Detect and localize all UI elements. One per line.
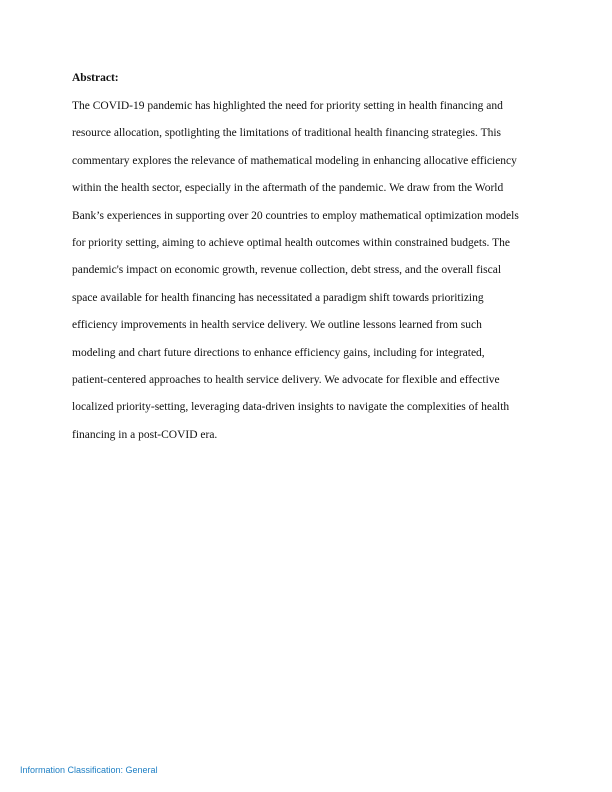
abstract-heading: Abstract: bbox=[72, 72, 119, 84]
abstract-line: localized priority-setting, leveraging data-driven insights to navigate the complexities of health bbox=[72, 401, 510, 414]
abstract-line: Bank’s experiences in supporting over 20 countries to employ mathematical optimization models bbox=[72, 209, 519, 222]
abstract-line: resource allocation, spotlighting the limitations of traditional health financing strategies. This bbox=[72, 127, 502, 140]
abstract-line: space available for health financing has necessitated a paradigm shift towards prioritizing bbox=[72, 291, 484, 304]
abstract-line: The COVID-19 pandemic has highlighted the need for priority setting in health financing and bbox=[72, 100, 503, 112]
abstract-line: efficiency improvements in health service delivery. We outline lessons learned from such bbox=[72, 319, 482, 332]
abstract-line: patient-centered approaches to health service delivery. We advocate for flexible and effective bbox=[72, 373, 500, 386]
abstract-line: for priority setting, aiming to achieve optimal health outcomes within constrained budgets. The bbox=[72, 236, 510, 249]
abstract-line: pandemic's impact on economic growth, revenue collection, debt stress, and the overall fiscal bbox=[72, 264, 502, 277]
abstract-line: financing in a post-COVID era. bbox=[72, 428, 218, 441]
abstract-line: within the health sector, especially in the aftermath of the pandemic. We draw from the World bbox=[72, 182, 504, 195]
information-classification-footer: Information Classification: General bbox=[20, 765, 158, 775]
abstract-line: commentary explores the relevance of mathematical modeling in enhancing allocative efficiency bbox=[72, 154, 517, 167]
abstract-body bbox=[72, 98, 552, 454]
abstract-line: modeling and chart future directions to enhance efficiency gains, including for integrated, bbox=[72, 346, 485, 359]
